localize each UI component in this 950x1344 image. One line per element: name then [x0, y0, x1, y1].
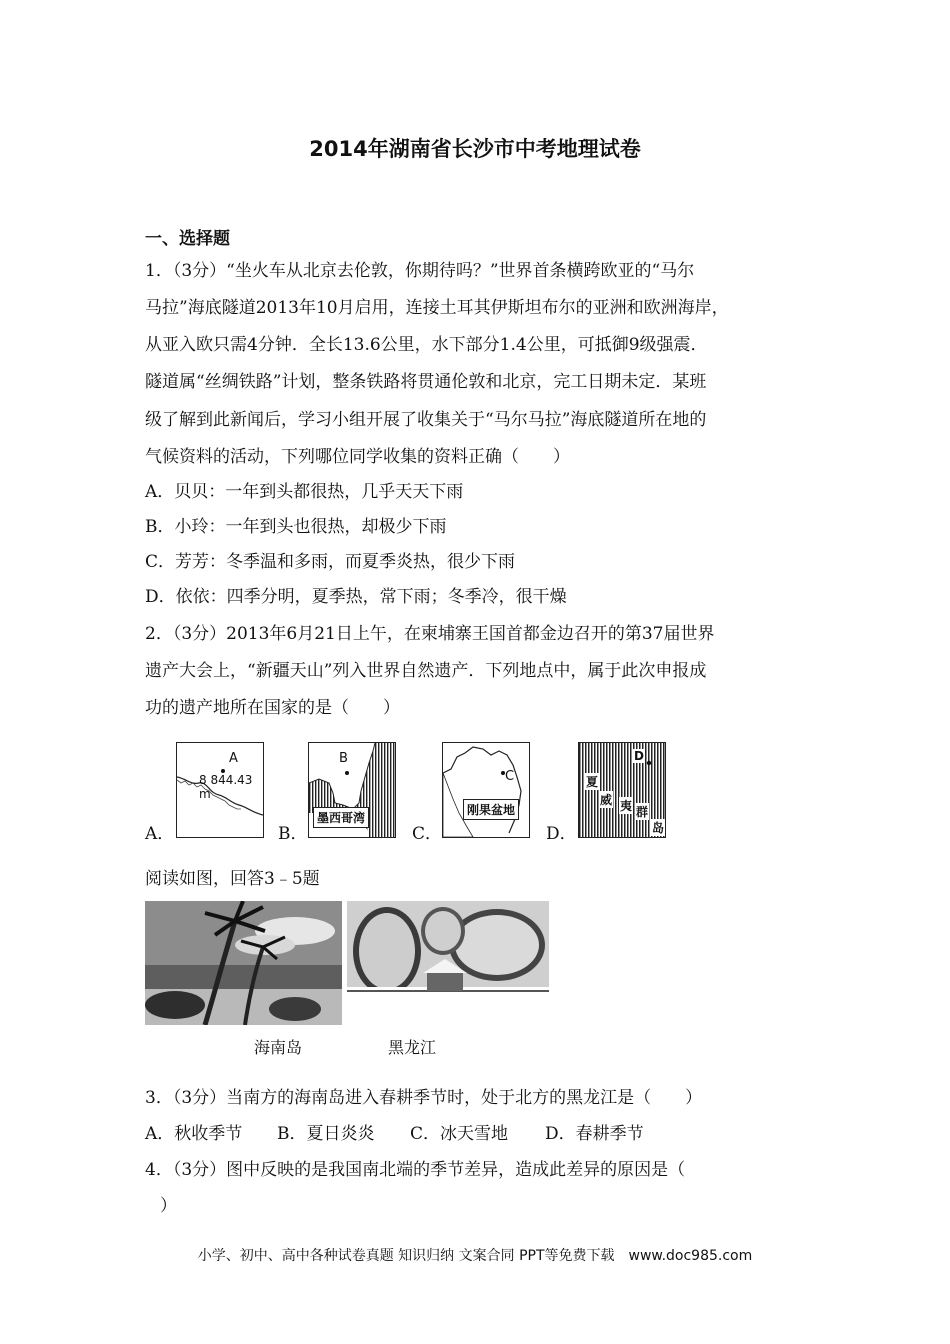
map-d-label-char: 夷: [620, 799, 633, 813]
question-3-option-b: B．夏日炎炎: [277, 1124, 375, 1144]
question-1-line: 从亚入欧只需4分钟．全长13.6公里，水下部分1.4公里，可抵御9级强震．: [145, 335, 708, 355]
map-b-gulf-label: 墨西哥湾: [313, 807, 369, 828]
question-1-option-a: A．贝贝：一年到头都很热，几乎天天下雨: [145, 482, 464, 502]
section-heading: 一、选择题: [145, 229, 230, 249]
map-d: [578, 742, 666, 838]
map-b: [308, 742, 396, 838]
map-d-label-char: 威: [600, 793, 613, 807]
map-c-basin-label: 刚果盆地: [463, 799, 519, 820]
map-option-b-label: B．: [278, 824, 308, 844]
map-option-d-label: D．: [546, 824, 577, 844]
heilongjiang-photo: [347, 901, 549, 1025]
question-2-line: 遗产大会上，“新疆天山”列入世界自然遗产．下列地点中，属于此次申报成: [145, 661, 707, 681]
heilongjiang-scene-drawing: [347, 901, 549, 1025]
map-d-label-char: 夏: [586, 775, 599, 789]
question-3-option-a: A．秋收季节: [145, 1124, 243, 1144]
question-4-stem: 4．（3分）图中反映的是我国南北端的季节差异，造成此差异的原因是（: [145, 1160, 686, 1180]
map-c-drawing: [443, 743, 529, 837]
question-3-option-c: C．冰天雪地: [410, 1124, 509, 1144]
question-1-line: 级了解到此新闻后，学习小组开展了收集关于“马尔马拉”海底隧道所在地的: [145, 410, 707, 430]
map-option-c-label: C．: [412, 824, 443, 844]
question-1-option-d: D．依依：四季分明，夏季热，常下雨；冬季冷，很干燥: [145, 587, 567, 607]
question-2-line: 2．（3分）2013年6月21日上午，在柬埔寨王国首都金边召开的第37届世界: [145, 624, 715, 644]
map-b-point-label: B: [339, 751, 348, 766]
question-1-line: 马拉”海底隧道2013年10月启用，连接土耳其伊斯坦布尔的亚洲和欧洲海岸，: [145, 298, 729, 318]
question-1-line: 隧道属“丝绸铁路”计划，整条铁路将贯通伦敦和北京，完工日期未定．某班: [145, 372, 707, 392]
heilongjiang-caption: 黑龙江: [388, 1038, 437, 1057]
reading-instruction: 阅读如图，回答3﹣5题: [145, 869, 320, 889]
map-d-point-label: D: [634, 749, 644, 763]
question-2-line: 功的遗产地所在国家的是（ ）: [145, 698, 400, 718]
question-1-option-c: C．芳芳：冬季温和多雨，而夏季炎热，很少下雨: [145, 552, 516, 572]
question-1-line: 气候资料的活动，下列哪位同学收集的资料正确（ ）: [145, 447, 570, 467]
hainan-caption: 海南岛: [254, 1038, 303, 1057]
page-title: 2014年湖南省长沙市中考地理试卷: [309, 137, 641, 161]
map-a-elevation-label: 8 844.43 m: [199, 773, 253, 801]
hainan-island-photo: [145, 901, 342, 1025]
question-1-line: 1．（3分）“坐火车从北京去伦敦，你期待吗？”世界首条横跨欧亚的“马尔: [145, 261, 695, 281]
question-4-stem-end: ）: [160, 1196, 177, 1216]
question-1-option-b: B．小玲：一年到头也很热，却极少下雨: [145, 517, 447, 537]
hainan-scene-drawing: [145, 901, 342, 1025]
map-c: [442, 742, 530, 838]
map-d-label-char: 群: [636, 805, 649, 819]
map-a-point-label: A: [229, 751, 238, 766]
map-option-a-label: A．: [145, 824, 175, 844]
page-footer: 小学、初中、高中各种试卷真题 知识归纳 文案合同 PPT等免费下载 www.doc985.com: [197, 1248, 753, 1264]
map-a: [176, 742, 264, 838]
question-3-option-d: D．春耕季节: [545, 1124, 644, 1144]
map-c-point-label: C: [505, 769, 515, 784]
question-3-stem: 3．（3分）当南方的海南岛进入春耕季节时，处于北方的黑龙江是（ ）: [145, 1088, 703, 1108]
map-d-label-char: 岛: [652, 821, 665, 835]
